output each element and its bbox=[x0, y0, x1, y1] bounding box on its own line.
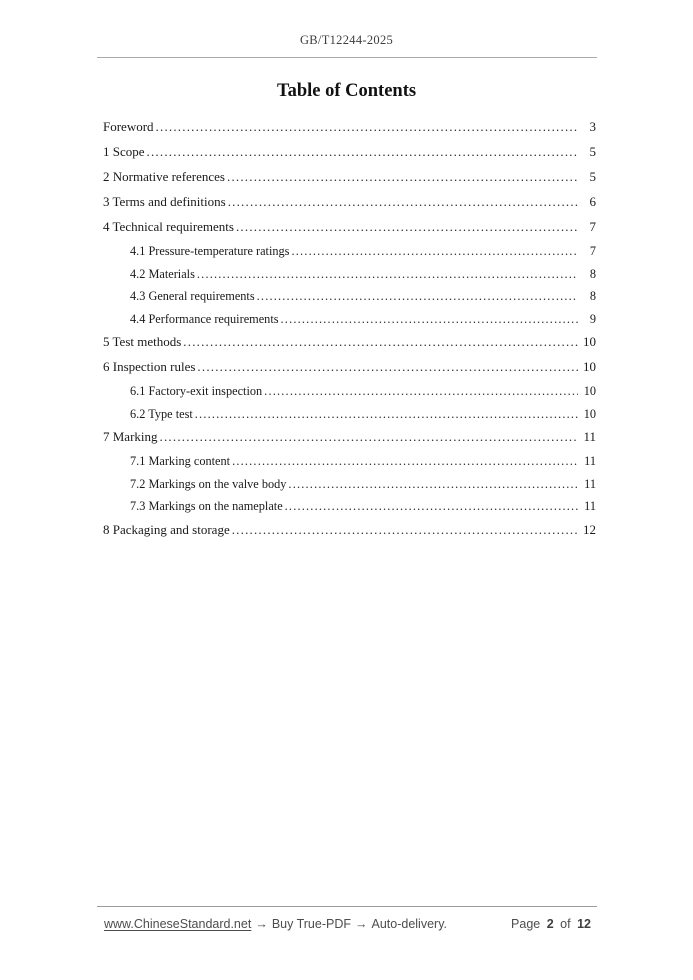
toc-entry[interactable] bbox=[103, 360, 596, 373]
toc-entry-page: 5 bbox=[589, 144, 596, 159]
toc-leader-dots bbox=[281, 313, 578, 325]
toc-entry[interactable] bbox=[103, 268, 596, 280]
toc-entry-page: 9 bbox=[589, 311, 596, 326]
toc-leader-dots bbox=[264, 385, 578, 397]
toc-leader-dots bbox=[160, 430, 578, 443]
toc-entry-page: 3 bbox=[589, 119, 596, 134]
toc-leader-dots bbox=[257, 290, 578, 302]
toc-entry[interactable] bbox=[103, 245, 596, 257]
toc-leader-dots bbox=[197, 360, 578, 373]
page-title: Table of Contents bbox=[276, 81, 417, 101]
toc-leader-dots bbox=[147, 145, 578, 158]
arrow-icon: → bbox=[355, 917, 368, 931]
page-label: Page bbox=[511, 917, 541, 931]
toc-entry-page: 11 bbox=[584, 454, 596, 468]
toc-entry[interactable] bbox=[103, 170, 596, 183]
footer-action-buy: Buy True-PDF bbox=[271, 917, 351, 931]
toc-entry[interactable] bbox=[103, 455, 596, 467]
toc-entry[interactable] bbox=[103, 220, 596, 233]
page-current: 2 bbox=[546, 917, 554, 931]
toc-entry-label: Foreword bbox=[103, 119, 154, 134]
toc-entry[interactable] bbox=[103, 500, 596, 512]
toc-entry[interactable] bbox=[103, 120, 596, 133]
toc-leader-dots bbox=[227, 170, 578, 183]
footer-info bbox=[104, 916, 447, 932]
toc-entry[interactable] bbox=[103, 195, 596, 208]
toc-entry-page: 10 bbox=[583, 359, 596, 374]
toc-entry-label: 5 Test methods bbox=[103, 334, 182, 349]
toc-entry[interactable] bbox=[103, 430, 596, 443]
toc-entry-label: 7.1 Marking content bbox=[130, 454, 231, 468]
document-header bbox=[0, 0, 693, 47]
header-divider bbox=[97, 57, 597, 58]
toc-entry-page: 12 bbox=[583, 521, 596, 537]
toc-entry-page: 7 bbox=[589, 219, 596, 234]
toc-entry-label: 8 Packaging and storage bbox=[103, 521, 230, 537]
toc-entry[interactable] bbox=[103, 335, 596, 348]
document-footer bbox=[104, 916, 591, 932]
standard-number: GB/T12244-2025 bbox=[299, 33, 394, 47]
toc-entry-label: 6 Inspection rules bbox=[103, 359, 196, 374]
toc-entry-page: 5 bbox=[589, 169, 596, 184]
toc-leader-dots bbox=[232, 523, 578, 536]
toc-entry-label: 6.1 Factory-exit inspection bbox=[130, 384, 263, 398]
toc-entry-page: 11 bbox=[584, 499, 596, 513]
toc-entry-label: 7 Marking bbox=[103, 429, 158, 444]
toc-entry-page: 11 bbox=[584, 476, 596, 491]
toc-leader-dots bbox=[183, 335, 578, 348]
site-link[interactable]: www.ChineseStandard.net bbox=[104, 917, 252, 931]
toc-entry-page: 7 bbox=[589, 244, 596, 258]
toc-entry[interactable] bbox=[103, 408, 596, 420]
toc-entry-label: 4.4 Performance requirements bbox=[130, 311, 279, 326]
toc-entry-page: 10 bbox=[583, 406, 596, 421]
toc-leader-dots bbox=[195, 408, 578, 420]
toc-leader-dots bbox=[197, 268, 578, 280]
toc-entry-label: 7.3 Markings on the nameplate bbox=[130, 499, 283, 513]
footer-action-delivery: Auto-delivery. bbox=[371, 917, 447, 931]
toc-entry-label: 4.1 Pressure-temperature ratings bbox=[130, 244, 290, 258]
arrow-icon: → bbox=[255, 917, 268, 931]
toc-entry-page: 8 bbox=[589, 266, 596, 281]
toc-entry[interactable] bbox=[103, 523, 596, 536]
footer-divider bbox=[97, 906, 597, 907]
toc-entry-label: 6.2 Type test bbox=[130, 406, 193, 421]
toc-entry-label: 4.2 Materials bbox=[130, 266, 195, 281]
toc-entry[interactable] bbox=[103, 290, 596, 302]
toc-leader-dots bbox=[291, 245, 578, 257]
toc-leader-dots bbox=[228, 195, 578, 208]
toc-entry-label: 1 Scope bbox=[103, 144, 145, 159]
toc-entry-label: 4 Technical requirements bbox=[103, 219, 234, 234]
toc-entry-label: 7.2 Markings on the valve body bbox=[130, 476, 287, 491]
toc-leader-dots bbox=[156, 120, 578, 133]
toc-list bbox=[103, 120, 596, 536]
toc-entry-label: 4.3 General requirements bbox=[130, 289, 255, 303]
page-indicator bbox=[511, 916, 591, 932]
toc-entry[interactable] bbox=[103, 385, 596, 397]
toc-entry-page: 10 bbox=[583, 334, 596, 349]
toc-entry[interactable] bbox=[103, 478, 596, 490]
toc-entry-page: 8 bbox=[589, 289, 596, 303]
toc-entry-label: 3 Terms and definitions bbox=[103, 194, 226, 209]
toc-entry-page: 11 bbox=[583, 429, 596, 444]
toc-entry[interactable] bbox=[103, 145, 596, 158]
toc-entry-page: 10 bbox=[583, 384, 596, 398]
of-label: of bbox=[560, 917, 571, 931]
toc-leader-dots bbox=[288, 478, 578, 490]
toc-leader-dots bbox=[285, 500, 578, 512]
toc-leader-dots bbox=[232, 455, 578, 467]
toc-entry[interactable] bbox=[103, 313, 596, 325]
toc-entry-label: 2 Normative references bbox=[103, 169, 225, 184]
toc-entry-page: 6 bbox=[589, 194, 596, 209]
toc-leader-dots bbox=[236, 220, 578, 233]
page-total: 12 bbox=[577, 917, 591, 931]
